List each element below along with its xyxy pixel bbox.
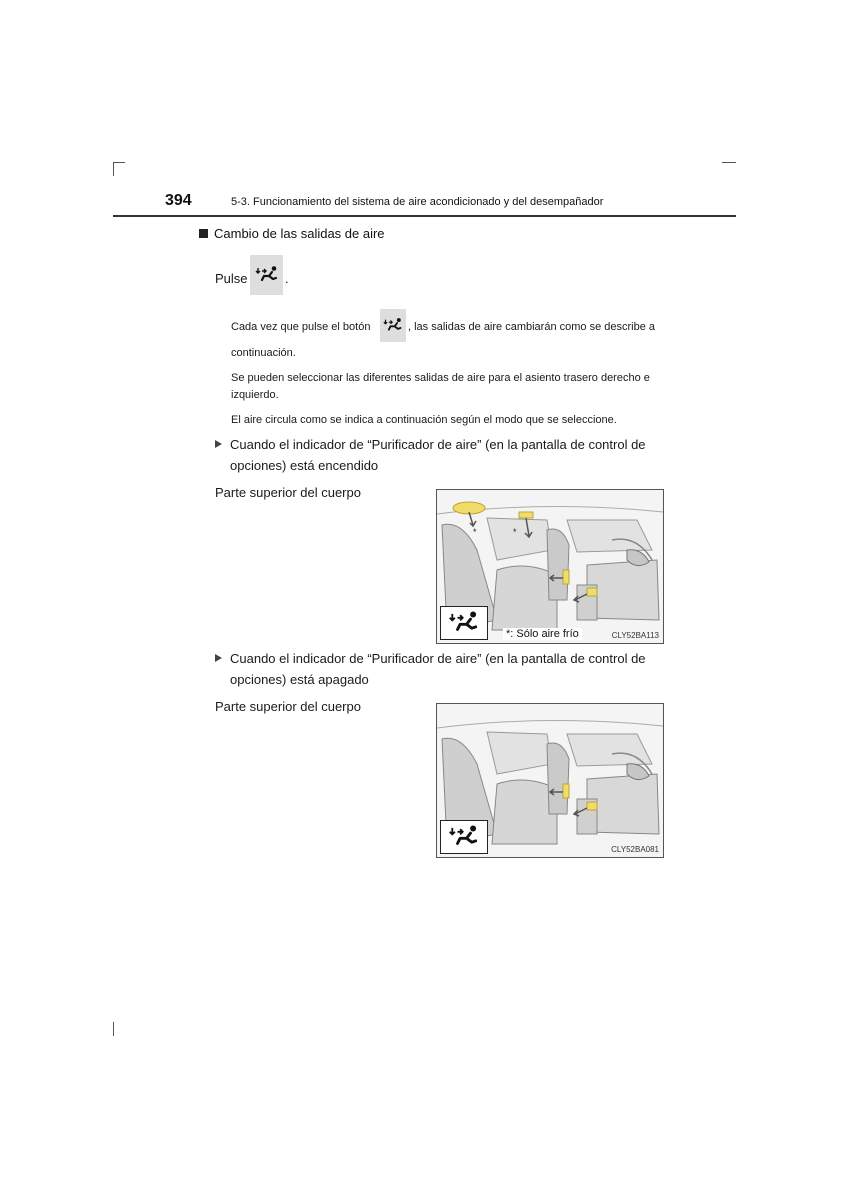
air-outlet-upper-body-icon [448, 610, 480, 636]
page-number: 394 [165, 192, 192, 209]
para1-cont: continuación. [231, 347, 296, 359]
air-outlet-button-inline [380, 309, 406, 342]
mode-indicator-box [440, 820, 488, 854]
crop-mark [113, 162, 125, 163]
crop-mark [113, 1022, 114, 1036]
pulse-period: . [285, 271, 289, 286]
cabin-illustration [436, 703, 664, 858]
pulse-label: Pulse [215, 271, 248, 286]
figure-code: CLY52BA113 [611, 631, 659, 640]
square-bullet-icon [199, 229, 208, 238]
mode-indicator-box [440, 606, 488, 640]
para2: Se pueden seleccionar las diferentes salidas de aire para el asiento trasero derecho e izquierdo. [231, 372, 650, 401]
crop-mark [722, 162, 736, 163]
air-outlet-button[interactable] [250, 255, 283, 295]
cold-air-note: *: Sólo aire frío [503, 628, 582, 640]
condition-text: Cuando el indicador de “Purificador de aire” (en la pantalla de control de opciones) está apagado [230, 651, 646, 687]
para3: El aire circula como se indica a continuación según el modo que se seleccione. [231, 414, 617, 426]
air-outlet-upper-body-icon [255, 265, 279, 285]
svg-text:*: * [513, 527, 517, 537]
running-head: 5-3. Funcionamiento del sistema de aire acondicionado y del desempañador [231, 196, 604, 208]
air-outlet-upper-body-icon [448, 824, 480, 850]
para1-start: Cada vez que pulse el botón [231, 321, 371, 333]
triangle-bullet-icon [215, 654, 222, 662]
mode-label: Parte superior del cuerpo [215, 485, 361, 500]
condition-item-off [215, 648, 665, 690]
triangle-bullet-icon [215, 440, 222, 448]
condition-item-on [215, 434, 665, 476]
header-rule [113, 215, 736, 217]
condition-text: Cuando el indicador de “Purificador de aire” (en la pantalla de control de opciones) está encendido [230, 437, 646, 473]
section-title [199, 226, 385, 241]
cabin-illustration [436, 489, 664, 644]
air-outlet-upper-body-icon [383, 317, 403, 334]
svg-text:*: * [473, 527, 477, 537]
para1-end: , las salidas de aire cambiarán como se describe a [408, 321, 656, 333]
section-title-text: Cambio de las salidas de aire [214, 226, 385, 241]
crop-mark [113, 162, 114, 176]
figure-code: CLY52BA081 [611, 845, 659, 854]
mode-label: Parte superior del cuerpo [215, 699, 361, 714]
